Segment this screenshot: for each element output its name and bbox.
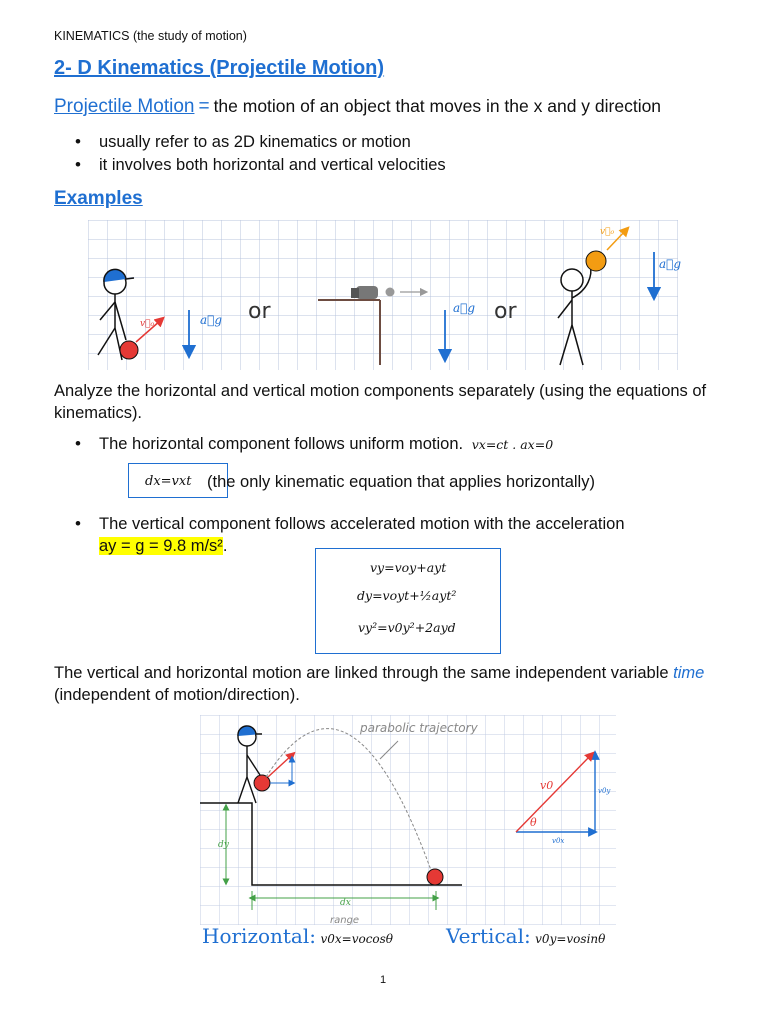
list-item xyxy=(99,435,553,454)
linked-text-emph: time xyxy=(673,664,705,682)
list-item: • usually refer to as 2D kinematics or motion xyxy=(99,133,411,152)
v0-label: v⃗₀ xyxy=(140,319,155,329)
dy-label: dy xyxy=(218,840,229,850)
horizontal-caption xyxy=(202,924,393,948)
list-item: • it involves both horizontal and vertical velocities xyxy=(99,156,446,175)
v0-label: v⃗₀ xyxy=(600,227,615,237)
box-note: (the only kinematic equation that applies horizontally) xyxy=(207,473,595,491)
grid-background xyxy=(88,220,678,370)
vertical-caption xyxy=(446,924,605,948)
horizontal-label: Horizontal: xyxy=(202,924,316,948)
page-header: KINEMATICS (the study of motion) xyxy=(54,29,247,43)
linked-text-before: The vertical and horizontal motion are linked through the same independent variable xyxy=(54,664,669,682)
or-label: or xyxy=(248,299,271,324)
examples-heading: Examples xyxy=(54,188,143,209)
ball-icon xyxy=(120,341,138,359)
v0x-label: v0x xyxy=(552,837,565,845)
vertical-eq: v0y=vosinθ xyxy=(535,932,606,946)
page-title: 2- D Kinematics (Projectile Motion) xyxy=(54,57,385,79)
vertical-eq-3: vy²=v0y²+2ayd xyxy=(358,620,456,635)
ball-icon xyxy=(586,251,606,271)
or-label: or xyxy=(494,299,517,324)
acceleration-suffix: . xyxy=(222,537,228,555)
ag-label: a⃗g xyxy=(453,301,476,315)
vertical-eq-2: dy=voyt+½ayt² xyxy=(357,588,457,603)
ball-icon xyxy=(254,775,270,791)
box-formula: dx=vxt xyxy=(145,474,192,489)
range-label: range xyxy=(330,915,360,926)
horizontal-formula: vx=ct . ax=0 xyxy=(471,437,554,452)
definition-equals: = xyxy=(198,96,210,117)
theta-label: θ xyxy=(530,816,537,829)
v0y-label: v0y xyxy=(598,787,611,795)
ball-icon xyxy=(427,869,443,885)
horizontal-bullet-text: The horizontal component follows uniform motion. xyxy=(99,435,464,453)
ag-label: a⃗g xyxy=(659,257,682,271)
definition-term: Projectile Motion xyxy=(54,96,195,117)
linked-paragraph xyxy=(54,662,734,706)
linked-text-after: (independent of motion/direction). xyxy=(54,686,300,704)
ag-label: a⃗g xyxy=(200,313,223,327)
dx-label: dx xyxy=(340,898,351,908)
v0-label: v0 xyxy=(540,779,554,792)
page-number: 1 xyxy=(380,974,387,986)
examples-figure xyxy=(88,220,682,370)
analyze-paragraph: Analyze the horizontal and vertical motion components separately (using the equations of kinematics). xyxy=(54,382,707,422)
acceleration-highlight: ay = g = 9.8 m/s² xyxy=(99,537,223,555)
grid-background xyxy=(200,715,616,925)
horizontal-eq: v0x=vocosθ xyxy=(320,932,394,946)
vertical-label: Vertical: xyxy=(446,924,531,948)
trajectory-figure xyxy=(200,715,616,925)
definition-line xyxy=(54,96,661,118)
acceleration-line xyxy=(99,537,227,556)
list-item: • The vertical component follows accelerated motion with the acceleration xyxy=(99,515,699,534)
definition-text: the motion of an object that moves in the x and y direction xyxy=(213,96,662,116)
trajectory-annotation: parabolic trajectory xyxy=(360,721,478,735)
vertical-eq-1: vy=voy+ayt xyxy=(370,560,447,575)
